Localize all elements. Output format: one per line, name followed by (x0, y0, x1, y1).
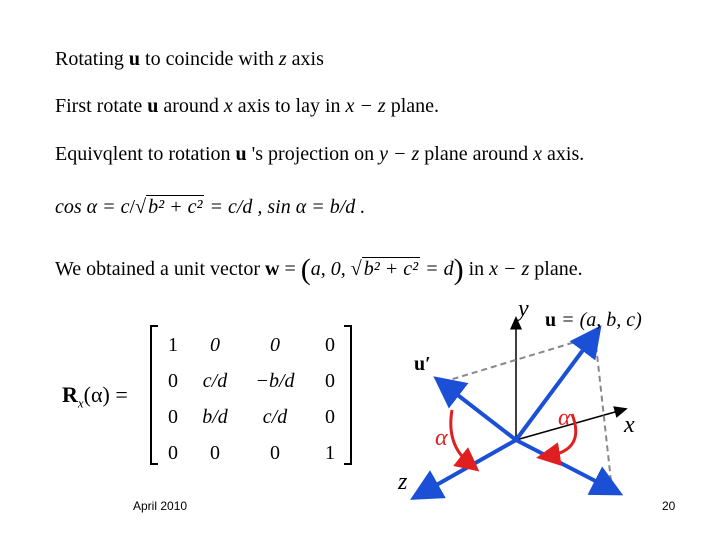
matrix-cell: 0 (325, 369, 335, 392)
matrix-cell: 0 (168, 441, 178, 464)
vector-u (516, 338, 592, 440)
matrix-cell: 0 (168, 405, 178, 428)
matrix-cell: 1 (325, 441, 335, 464)
u-vector-label: u = (a, b, c) (545, 309, 642, 331)
matrix-cell: 0 (210, 441, 220, 464)
y-axis-label: y (518, 296, 529, 322)
z-axis-label: z (398, 469, 408, 495)
text-line-2: Equivqlent to rotation u 's projection on y − z plane around x axis. (55, 143, 585, 165)
matrix-cell: b/d (202, 405, 228, 428)
matrix-cell: 0 (270, 441, 280, 464)
matrix-cell: 0 (210, 333, 220, 356)
alpha-left-label: α (435, 425, 448, 451)
cos-sin-formula: cos α = c/√ b² + c² = c/d , sin α = b/d . (55, 196, 366, 218)
alpha-right-label: α (558, 405, 571, 431)
projection-line (443, 336, 595, 382)
page-number: 20 (662, 499, 676, 513)
matrix-cell: 0 (168, 369, 178, 392)
vector-u-prime (446, 386, 516, 440)
matrix-cell: −b/d (255, 369, 295, 392)
u-prime-label: u′ (414, 353, 431, 375)
matrix-cell: 1 (168, 333, 178, 356)
matrix-cell: 0 (270, 333, 280, 356)
vector-x-projection (516, 440, 609, 488)
matrix-cell: c/d (202, 369, 228, 392)
matrix-cell: 0 (325, 333, 335, 356)
matrix-cell: 0 (325, 405, 335, 428)
matrix-cell: c/d (262, 405, 288, 428)
rotation-arc-left (451, 410, 470, 464)
slide-title: Rotating u to coincide with z axis (55, 48, 324, 70)
unit-vector-line: We obtained a unit vector w = (a, 0, √ b² + c² = d) in x − z plane. (55, 253, 583, 286)
rotation-matrix-label: $R_x(\alpha)$ = (62, 382, 128, 411)
footer-date: April 2010 (133, 499, 188, 513)
x-axis-label: x (624, 412, 635, 438)
text-line-1: First rotate u around x axis to lay in x − z plane. (55, 95, 440, 117)
